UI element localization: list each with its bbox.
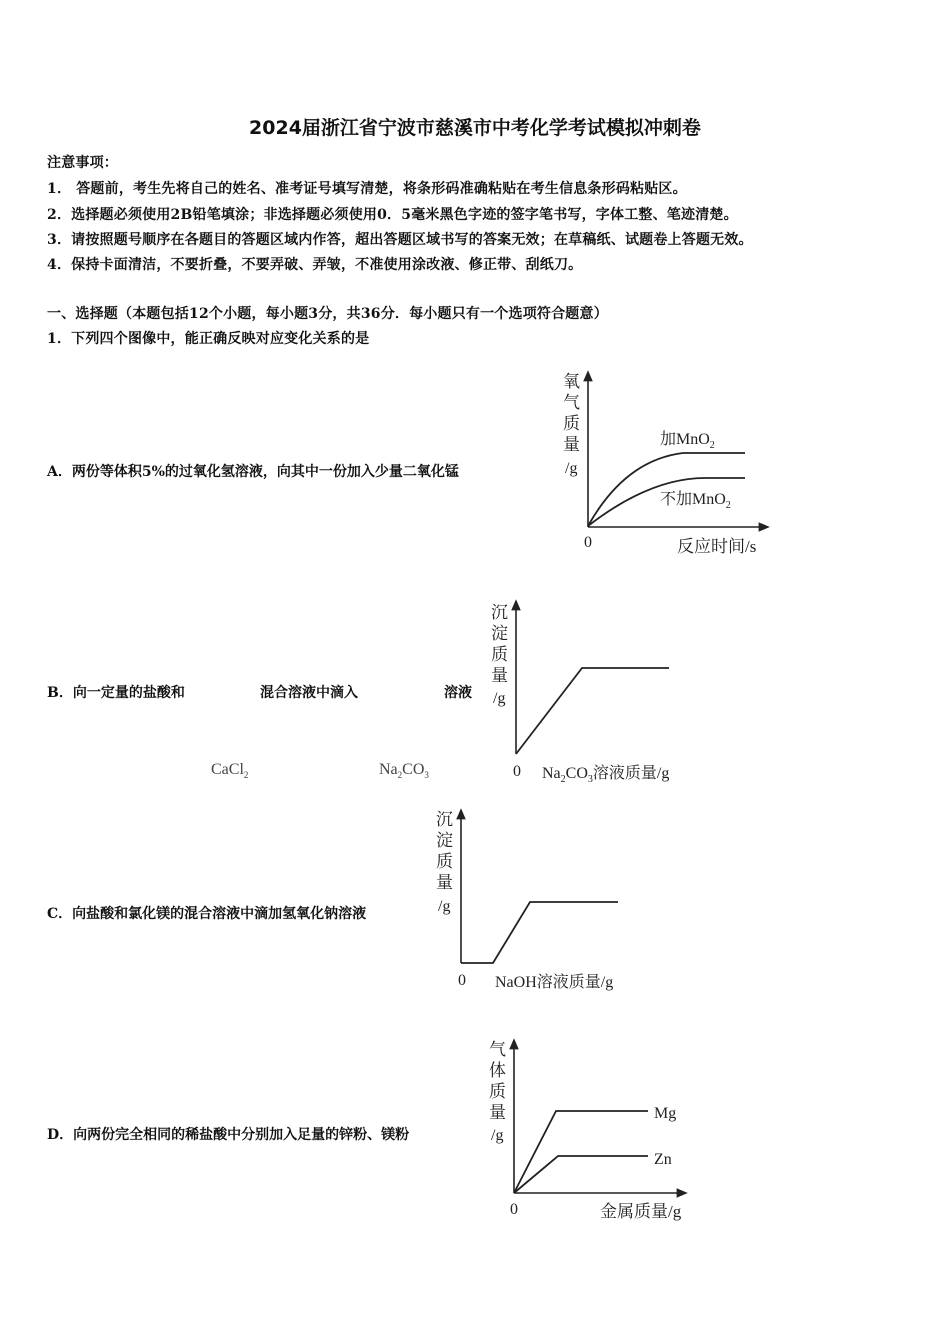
chart-b-origin: 0: [513, 763, 521, 780]
chart-c-ylabel-2: 淀: [436, 831, 453, 850]
chart-c-ylabel-1: 沉: [436, 810, 453, 829]
chart-a-label-no-mno2: 不加MnO$_2$: [660, 491, 731, 511]
chart-c: [430, 805, 665, 995]
option-b-text-2: 混合溶液中滴入: [260, 685, 358, 701]
chart-c-origin: 0: [458, 972, 466, 989]
option-b-text-1: B．向一定量的盐酸和: [47, 685, 185, 701]
chart-a-ylabel-1: 氧: [563, 372, 580, 391]
question-1-stem: 1．下列四个图像中，能正确反映对应变化关系的是: [47, 331, 370, 347]
chart-d-origin: 0: [510, 1201, 518, 1218]
option-b-na2co3: $Na_2CO_3$: [379, 761, 429, 781]
chart-a-xlabel: 反应时间/s: [677, 537, 757, 556]
chart-d-ylabel-1: 气: [489, 1040, 506, 1059]
chart-d-ylabel-2: 体: [489, 1061, 506, 1080]
chart-d-ylabel-3: 质: [489, 1082, 506, 1101]
chart-d-ylabel-4: 量: [489, 1103, 506, 1122]
chart-d-xlabel: 金属质量/g: [600, 1202, 682, 1221]
chart-c-xlabel: NaOH溶液质量/g: [495, 974, 614, 991]
chart-d-curve-mg: [514, 1111, 648, 1193]
page-title: 2024届浙江省宁波市慈溪市中考化学考试模拟冲刺卷: [249, 117, 701, 139]
chart-b-ylabel-4: 量: [491, 666, 508, 685]
chart-c-ylabel-3: 质: [436, 852, 453, 871]
chart-b-ylabel-2: 淀: [491, 624, 508, 643]
chart-a-yunit: /g: [565, 460, 578, 477]
chart-b-yunit: /g: [493, 690, 506, 707]
chart-d-curve-zn: [514, 1156, 648, 1193]
chart-d: [483, 1035, 718, 1227]
chart-d-label-zn: Zn: [654, 1151, 672, 1168]
chart-a-label-mno2: 加MnO$_2$: [660, 431, 715, 451]
chart-b-curve: [516, 668, 669, 754]
notice-item-4: 4．保持卡面清洁，不要折叠，不要弄破、弄皱，不准使用涂改液、修正带、刮纸刀。: [47, 257, 583, 273]
chart-b-xlabel: $Na_2CO_3$溶液质量/g: [542, 765, 670, 785]
notice-item-3: 3．请按照题号顺序在各题目的答题区域内作答，超出答题区域书写的答案无效；在草稿纸、试题卷上答题无效。: [47, 232, 753, 248]
chart-a-ylabel-2: 气: [563, 393, 580, 412]
chart-d-yunit: /g: [491, 1127, 504, 1144]
chart-b: [485, 596, 720, 788]
chart-b-ylabel-1: 沉: [491, 603, 508, 622]
option-c-text: C．向盐酸和氯化镁的混合溶液中滴加氢氧化钠溶液: [47, 906, 367, 922]
notice-item-1: 1． 答题前，考生先将自己的姓名、准考证号填写清楚，将条形码准确粘贴在考生信息条形码粘贴区。: [47, 181, 687, 197]
chart-d-label-mg: Mg: [654, 1105, 677, 1122]
notice-item-2: 2．选择题必须使用2B铅笔填涂；非选择题必须使用0．5毫米黑色字迹的签字笔书写，字体工整、笔迹清楚。: [47, 207, 738, 223]
option-a-text: A．两份等体积5%的过氧化氢溶液，向其中一份加入少量二氧化锰: [47, 464, 459, 480]
chart-a-ylabel-3: 质: [563, 414, 580, 433]
chart-a-ylabel-4: 量: [563, 435, 580, 454]
chart-c-ylabel-4: 量: [436, 873, 453, 892]
chart-c-curve: [461, 902, 618, 963]
chart-b-ylabel-3: 质: [491, 645, 508, 664]
chart-c-yunit: /g: [438, 898, 451, 915]
chart-a: [555, 365, 795, 560]
chart-a-origin: 0: [584, 534, 592, 551]
chart-a-curve-mno2: [588, 453, 745, 526]
section-heading: 一、选择题（本题包括12个小题，每小题3分，共36分．每小题只有一个选项符合题意）: [47, 306, 608, 322]
notice-heading: 注意事项：: [47, 155, 118, 171]
option-b-text-3: 溶液: [444, 685, 472, 701]
option-b-cacl2: CaCl$_2$: [211, 761, 249, 781]
option-d-text: D．向两份完全相同的稀盐酸中分别加入足量的锌粉、镁粉: [47, 1127, 410, 1143]
